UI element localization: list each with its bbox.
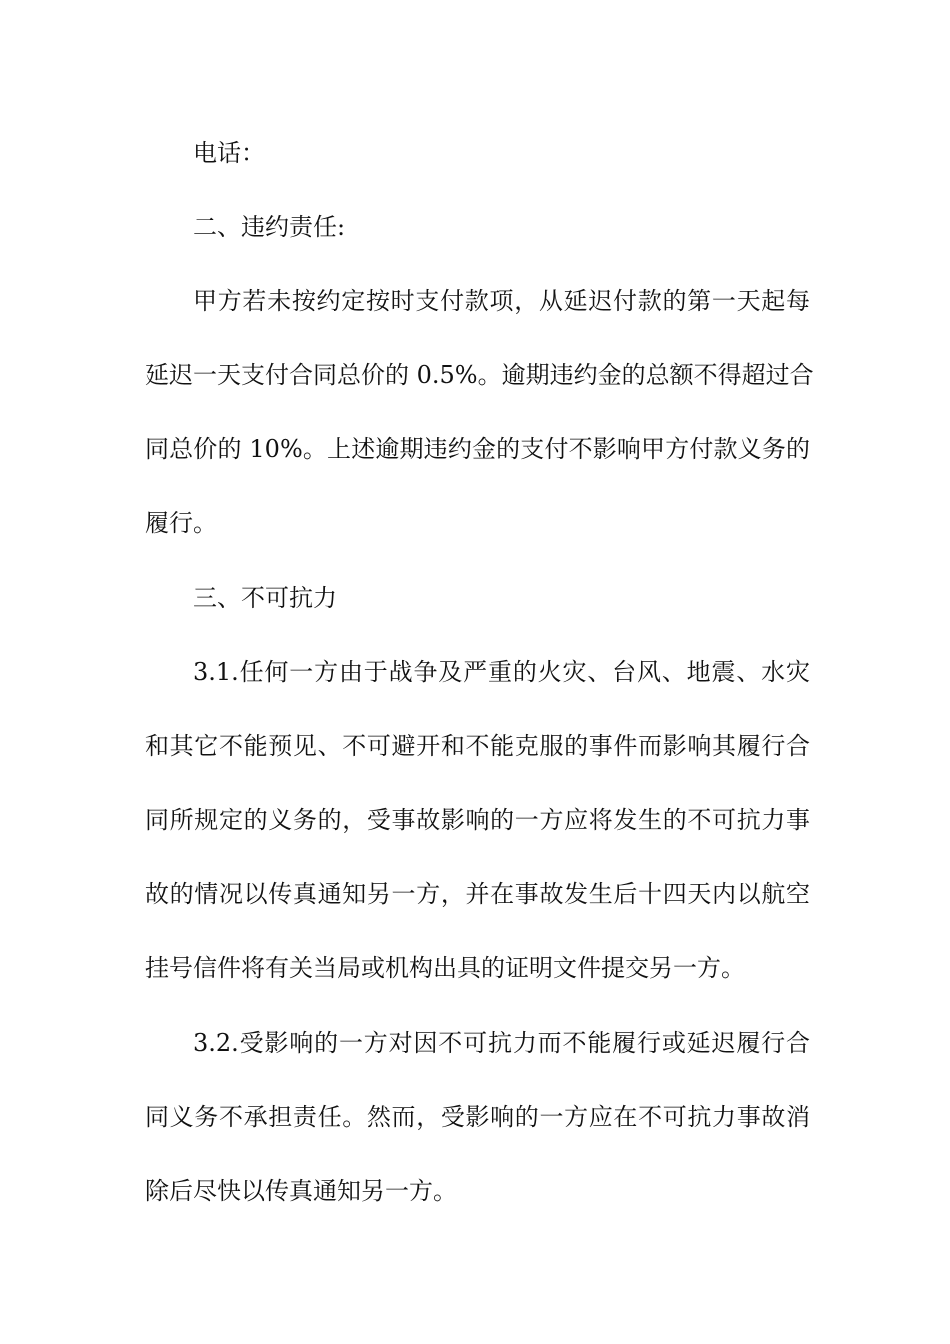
section-heading-breach-liability: 二、违约责任:	[193, 213, 346, 241]
paragraph-line: 延迟一天支付合同总价的 0.5%。逾期违约金的总额不得超过合	[145, 361, 814, 389]
paragraph-line: 履行。	[145, 509, 217, 537]
paragraph-line: 同所规定的义务的，受事故影响的一方应将发生的不可抗力事	[145, 806, 810, 834]
paragraph-line: 3.2.受影响的一方对因不可抗力而不能履行或延迟履行合	[193, 1029, 810, 1057]
paragraph-line: 挂号信件将有关当局或机构出具的证明文件提交另一方。	[145, 954, 745, 982]
paragraph-line: 故的情况以传真通知另一方，并在事故发生后十四天内以航空	[145, 880, 810, 908]
paragraph-line: 同总价的 10%。上述逾期违约金的支付不影响甲方付款义务的	[145, 435, 810, 463]
phone-label: 电话：	[193, 139, 265, 167]
paragraph-line: 3.1.任何一方由于战争及严重的火灾、台风、地震、水灾	[193, 658, 810, 686]
paragraph-line: 和其它不能预见、不可避开和不能克服的事件而影响其履行合	[145, 732, 810, 760]
section-heading-force-majeure: 三、不可抗力	[193, 584, 337, 612]
paragraph-line: 除后尽快以传真通知另一方。	[145, 1177, 457, 1205]
paragraph-line: 甲方若未按约定按时支付款项，从延迟付款的第一天起每	[193, 287, 810, 315]
paragraph-line: 同义务不承担责任。然而，受影响的一方应在不可抗力事故消	[145, 1103, 810, 1131]
